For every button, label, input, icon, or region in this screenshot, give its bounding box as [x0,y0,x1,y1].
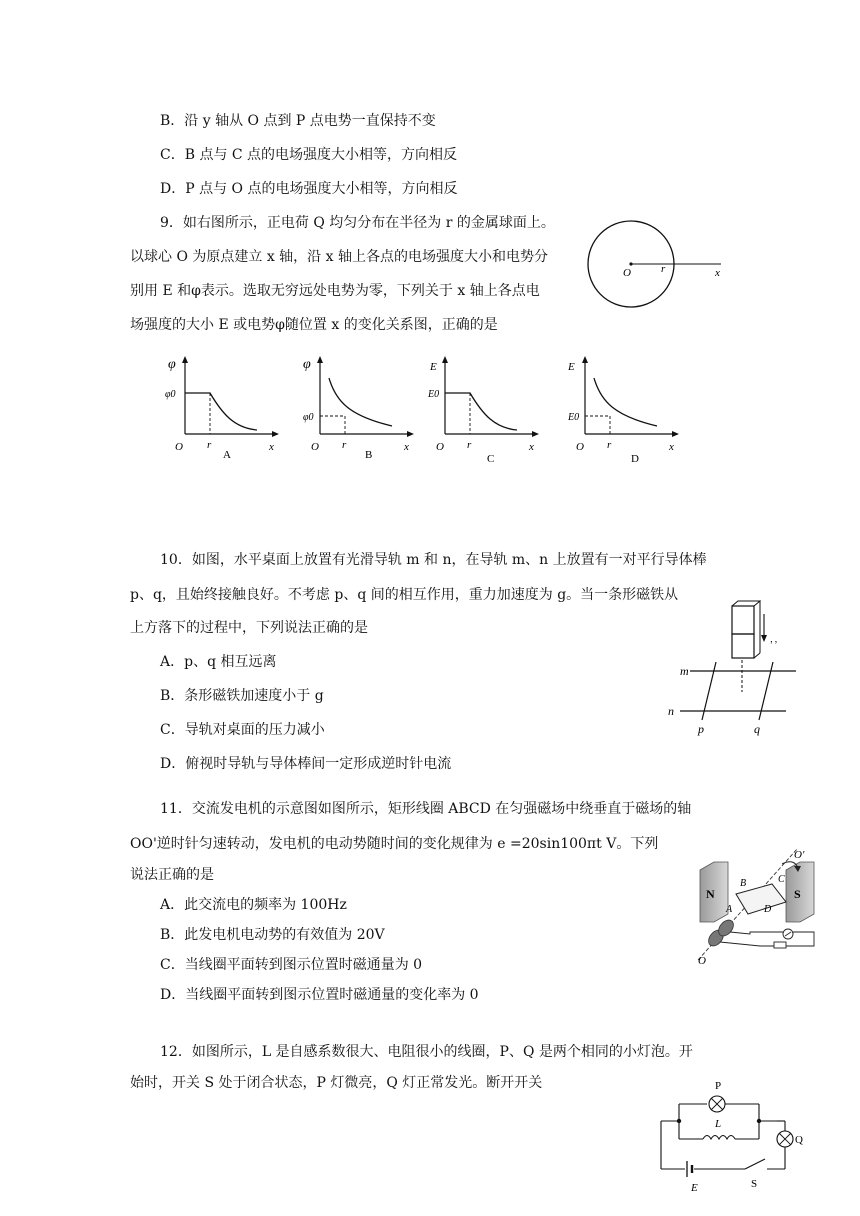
svg-text:P: P [715,1080,722,1092]
svg-text:φ: φ [303,357,311,372]
svg-text:E: E [568,361,575,373]
svg-text:O: O [436,441,444,453]
svg-text:S: S [751,1178,758,1190]
sphere-label-r: r [661,263,666,275]
svg-text:x: x [269,441,274,453]
graph-d [565,350,685,465]
q12-line-1: 12．如图所示，L 是自感系数很大、电阻很小的线圈，P、Q 是两个相同的小灯泡。开 [160,1044,693,1060]
svg-text:N: N [706,887,715,901]
svg-text:φ0: φ0 [303,412,314,423]
q11-option-b: B．此发电机电动势的有效值为 20V [160,927,385,943]
svg-text:r: r [342,439,347,451]
svg-text:O: O [576,441,584,453]
svg-text:C: C [778,874,785,885]
q10-rails-figure [660,600,800,740]
magnet-top [732,606,754,634]
q10-line-3: 上方落下的过程中，下列说法正确的是 [130,620,368,636]
graph-c-curve [445,393,517,430]
svg-text:O': O' [794,849,805,861]
q11-line-1: 11．交流发电机的示意图如图所示，矩形线圈 ABCD 在匀强磁场中绕垂直于磁场的轴 [160,801,692,817]
svg-text:E0: E0 [428,389,440,400]
coil-l [703,1136,735,1140]
graph-b-curve [329,378,392,426]
svg-text:O: O [175,441,183,453]
graph-b-label: B [365,449,373,461]
q9-line-3: 别用 E 和φ表示。选取无穷远处电势为零，下列关于 x 轴上各点电 [130,283,540,299]
q10-line-2: p、q，且始终接触良好。不考虑 p、q 间的相互作用，重力加速度为 g。当一条形磁铁从 [130,587,679,603]
graph-a-curve [185,393,257,430]
svg-text:φ: φ [168,357,176,372]
svg-text:r: r [207,439,212,451]
q11-generator-figure [690,842,825,967]
svg-text:Q: Q [795,1134,803,1146]
svg-text:n: n [668,704,674,718]
q12-line-2: 始时，开关 S 处于闭合状态，P 灯微亮，Q 灯正常发光。断开开关 [130,1075,543,1091]
graph-d-curve [594,378,657,426]
sphere-label-o: O [623,267,631,279]
svg-text:B: B [740,878,747,889]
center-dot [629,262,632,265]
q11-line-2: OO'逆时针匀速转动，发电机的电动势随时间的变化规律为 e =20sin100πt V。下列 [130,836,659,852]
graph-a-label: A [223,449,231,461]
q11-option-c: C．当线圈平面转到图示位置时磁通量为 0 [160,957,423,973]
q11-option-d: D．当线圈平面转到图示位置时磁通量的变化率为 0 [160,987,479,1003]
svg-text:D: D [764,904,772,915]
svg-text:L: L [715,1118,722,1130]
graph-d-label: D [631,453,639,465]
resistor-icon [774,942,786,948]
magnet-bottom [732,634,754,658]
q10-option-a: A．p、q 相互远离 [160,654,277,670]
svg-text:x: x [529,441,534,453]
graph-b [300,350,420,465]
svg-text:E0: E0 [568,412,580,423]
q9-line-1: 9．如右图所示，正电荷 Q 均匀分布在半径为 r 的金属球面上。 [160,215,555,231]
svg-text:q: q [754,722,760,736]
svg-text:E: E [691,1182,698,1194]
svg-text:，，: ，， [770,634,784,644]
svg-text:φ0: φ0 [165,389,176,400]
q10-option-b: B．条形磁铁加速度小于 g [160,688,324,704]
q8-option-c: C．B 点与 C 点的电场强度大小相等，方向相反 [160,147,458,163]
q9-sphere-figure [585,218,735,310]
q12-circuit-figure [655,1075,815,1195]
svg-text:A: A [726,904,733,915]
graph-c-label: C [487,453,495,465]
switch-s [745,1159,765,1169]
q11-option-a: A．此交流电的频率为 100Hz [160,897,347,913]
q8-option-d: D．P 点与 O 点的电场强度大小相等，方向相反 [160,181,458,197]
sphere-label-x: x [715,267,720,279]
q8-option-b: B．沿 y 轴从 O 点到 P 点电势一直保持不变 [160,113,436,129]
q10-option-d: D．俯视时导轨与导体棒间一定形成逆时针电流 [160,756,452,772]
svg-text:E: E [430,361,437,373]
q10-line-1: 10．如图，水平桌面上放置有光滑导轨 m 和 n，在导轨 m、n 上放置有一对平行导体棒 [160,552,707,568]
svg-text:x: x [404,441,409,453]
q10-option-c: C．导轨对桌面的压力减小 [160,722,325,738]
graph-a [165,350,285,465]
svg-text:p: p [698,722,704,736]
svg-text:r: r [467,439,472,451]
svg-text:O: O [698,955,706,967]
q9-line-2: 以球心 O 为原点建立 x 轴，沿 x 轴上各点的电场强度大小和电势分 [130,249,548,265]
svg-text:O: O [311,441,319,453]
svg-text:r: r [607,439,612,451]
q11-line-3: 说法正确的是 [130,867,214,883]
q9-line-4: 场强度的大小 E 或电势φ随位置 x 的变化关系图，正确的是 [130,317,498,333]
svg-text:m: m [680,664,689,678]
svg-text:S: S [794,887,801,901]
svg-text:x: x [669,441,674,453]
graph-c [425,350,545,465]
